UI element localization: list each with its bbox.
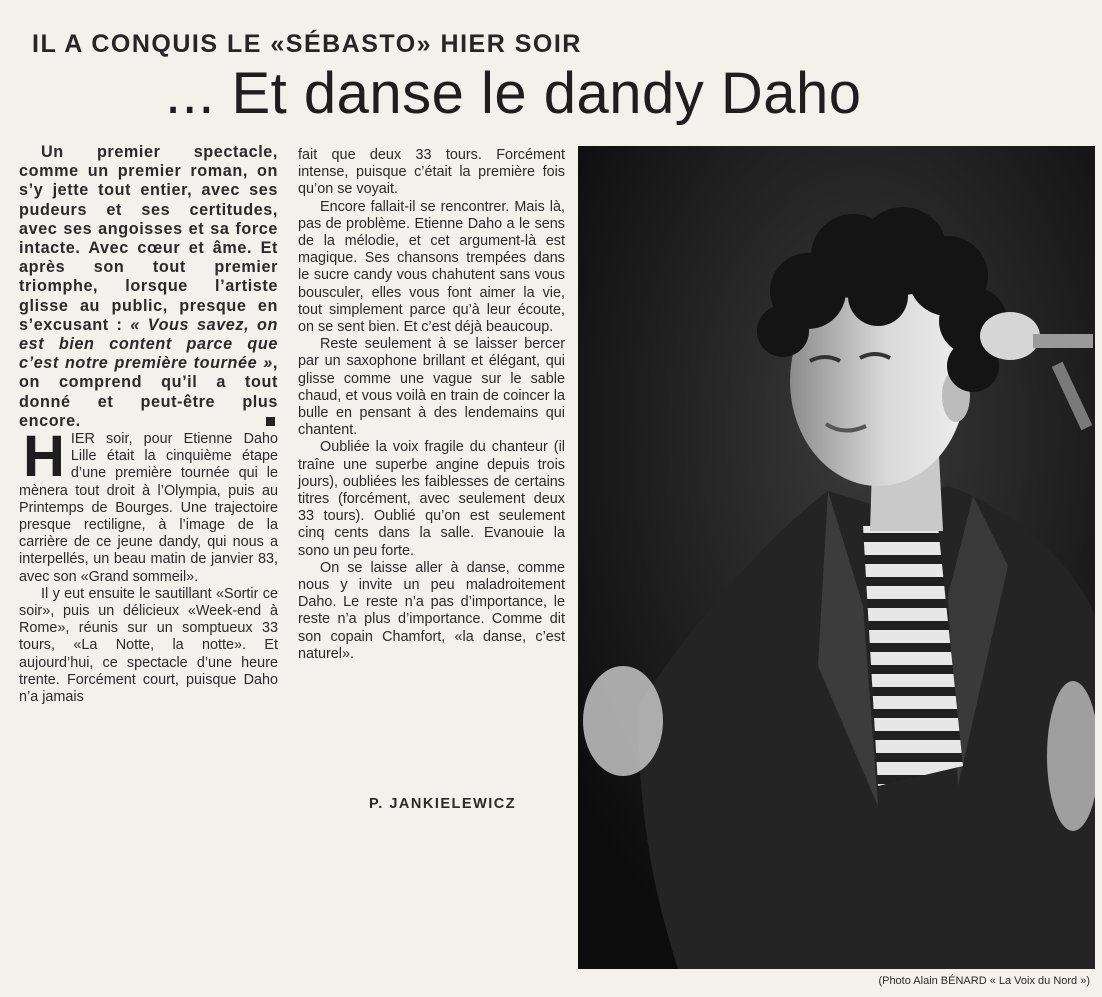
byline: P. JANKIELEWICZ	[369, 796, 517, 812]
kicker: IL A CONQUIS LE «SÉBASTO» HIER SOIR	[32, 30, 582, 58]
lead-quote: « Vous savez, on est bien content parce que c’est notre première tournée »	[19, 315, 278, 373]
singer-photo-illustration	[578, 146, 1095, 969]
lead-text: Un premier spectacle, comme un premier roman, on s’y jette tout entier, avec ses pudeurs et ses certitudes, avec ses angoisses et sa force intacte. Avec cœur et âme. Et après son tout premier triomphe, lorsque l’artiste glisse au public, presque en s’excusant :	[19, 143, 278, 334]
body-paragraph	[19, 424, 278, 586]
end-mark-icon	[266, 417, 275, 426]
lead-paragraph	[19, 143, 278, 431]
article-column-2	[298, 147, 565, 663]
body-paragraph: On se laisse aller à danse, comme nous y invite un peu maladroitement Daho. Le reste n’a pas d’importance, le reste n’a plus d’importance. Comme dit son copain Chamfort, «la danse, c’est naturel».	[298, 559, 565, 662]
body-paragraph: Il y eut ensuite le sautillant «Sortir ce soir», puis un délicieux «Week-end à Rome», réunis sur un somptueux 33 tours, «La Notte, la notte». Et aujourd’hui, ce spectacle d’une heure trente. Forcément court, puisque Daho n’a jamais	[19, 585, 278, 706]
body-text: IER soir, pour Etienne Daho Lille était la cinquième étape d’une première tournée qui le mènera tout droit à l’Olympia, puis au Printemps de Bourges. Une trajectoire presque rectiligne, à l’image de la carrière de ce jeune dandy, qui nous a interpellés, un beau matin de janvier 83, avec son «Grand sommeil».	[19, 431, 278, 585]
drop-cap: H	[23, 424, 65, 490]
body-paragraph: Encore fallait-il se rencontrer. Mais là, pas de problème. Etienne Daho a le sens de la mélodie, et cet argument-là est magique. Ses chansons trempées dans le sucre candy vous chahutent sans vous bousculer, elles vous font aimer la vie, tout simplement parce qu’à leur écoute, on se sent bien. Et c’est déjà beaucoup.	[298, 198, 565, 336]
body-paragraph: Reste seulement à se laisser bercer par un saxophone brillant et élégant, qui glisse comme une vague sur le sable chaud, et vous voilà en train de coincer la bulle en pensant à des lendemains qui chantent.	[298, 336, 565, 439]
concert-photo	[578, 146, 1095, 969]
body-paragraph: fait que deux 33 tours. Forcément intense, puisque c’était la première fois qu’on se voyait.	[298, 147, 565, 198]
photo-credit: (Photo Alain BÉNARD « La Voix du Nord »)	[878, 975, 1090, 987]
body-paragraph: Oubliée la voix fragile du chanteur (il traîne une superbe angine depuis trois jours), oubliées les faiblesses de certains titres (forcément, avec seulement deux 33 tours). Oublié qu’on est seulement cinq cents dans la salle. Evanouie la sono un peu forte.	[298, 439, 565, 559]
lead-text-end: , on comprend qu’il a tout donné et peut-être plus encore.	[19, 354, 278, 430]
headline: ... Et danse le dandy Daho	[165, 61, 862, 126]
article-column-1	[19, 143, 278, 706]
